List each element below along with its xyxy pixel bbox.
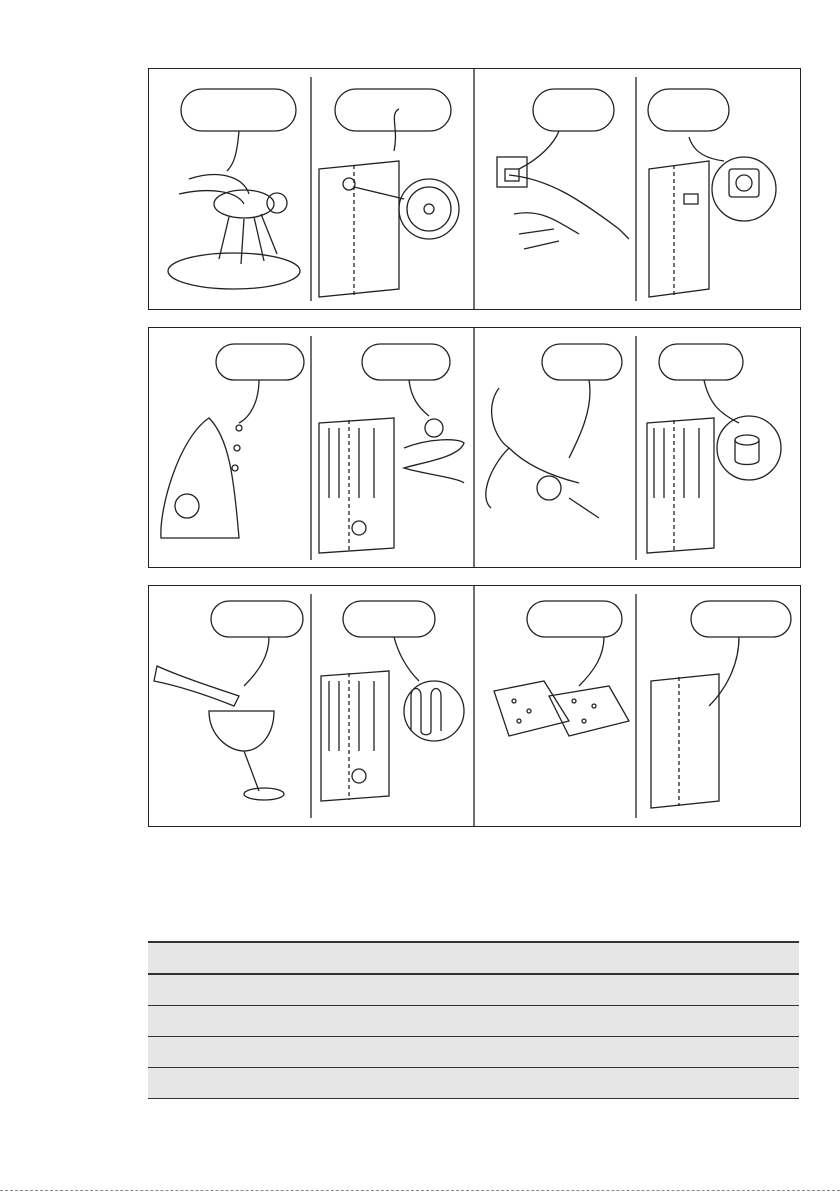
speech-bubble — [533, 89, 614, 131]
data-table — [148, 941, 799, 1099]
speech-bubble — [211, 601, 303, 637]
illustration-panel-row-1 — [148, 68, 801, 310]
row-2-drawings — [149, 328, 800, 567]
fridge-thermostat-icon — [649, 137, 776, 297]
speech-bubble — [527, 601, 622, 637]
table-row — [148, 1037, 799, 1068]
fridge-plain-icon — [651, 637, 739, 808]
table-header — [148, 941, 799, 975]
row-3-drawings — [149, 586, 800, 826]
speech-bubble — [216, 344, 304, 380]
illustration-panel-row-3 — [148, 585, 801, 827]
speech-bubble — [181, 89, 296, 131]
fridge-fan-icon — [319, 109, 459, 297]
table-row — [148, 1068, 799, 1099]
speech-bubble — [343, 601, 435, 637]
speech-bubble — [691, 601, 791, 637]
cracker-icon — [494, 637, 629, 736]
fly-icon — [168, 131, 300, 289]
speech-bubble — [659, 344, 743, 380]
table-row — [148, 975, 799, 1006]
cat-icon — [486, 380, 599, 518]
speech-bubble — [362, 344, 450, 380]
speech-bubble — [648, 89, 729, 131]
fridge-coil-icon — [319, 380, 464, 553]
iron-icon — [161, 380, 259, 538]
page-bottom-rule — [0, 1190, 840, 1191]
hand-switch-icon — [497, 131, 629, 249]
fridge-compressor-icon — [647, 380, 781, 553]
speech-bubble — [542, 344, 622, 380]
table-row — [148, 1006, 799, 1037]
speech-bubble — [335, 89, 451, 131]
fridge-condenser-icon — [321, 637, 464, 801]
row-1-drawings — [149, 69, 800, 309]
wine-icon — [154, 637, 284, 800]
illustration-panel-row-2 — [148, 327, 801, 568]
